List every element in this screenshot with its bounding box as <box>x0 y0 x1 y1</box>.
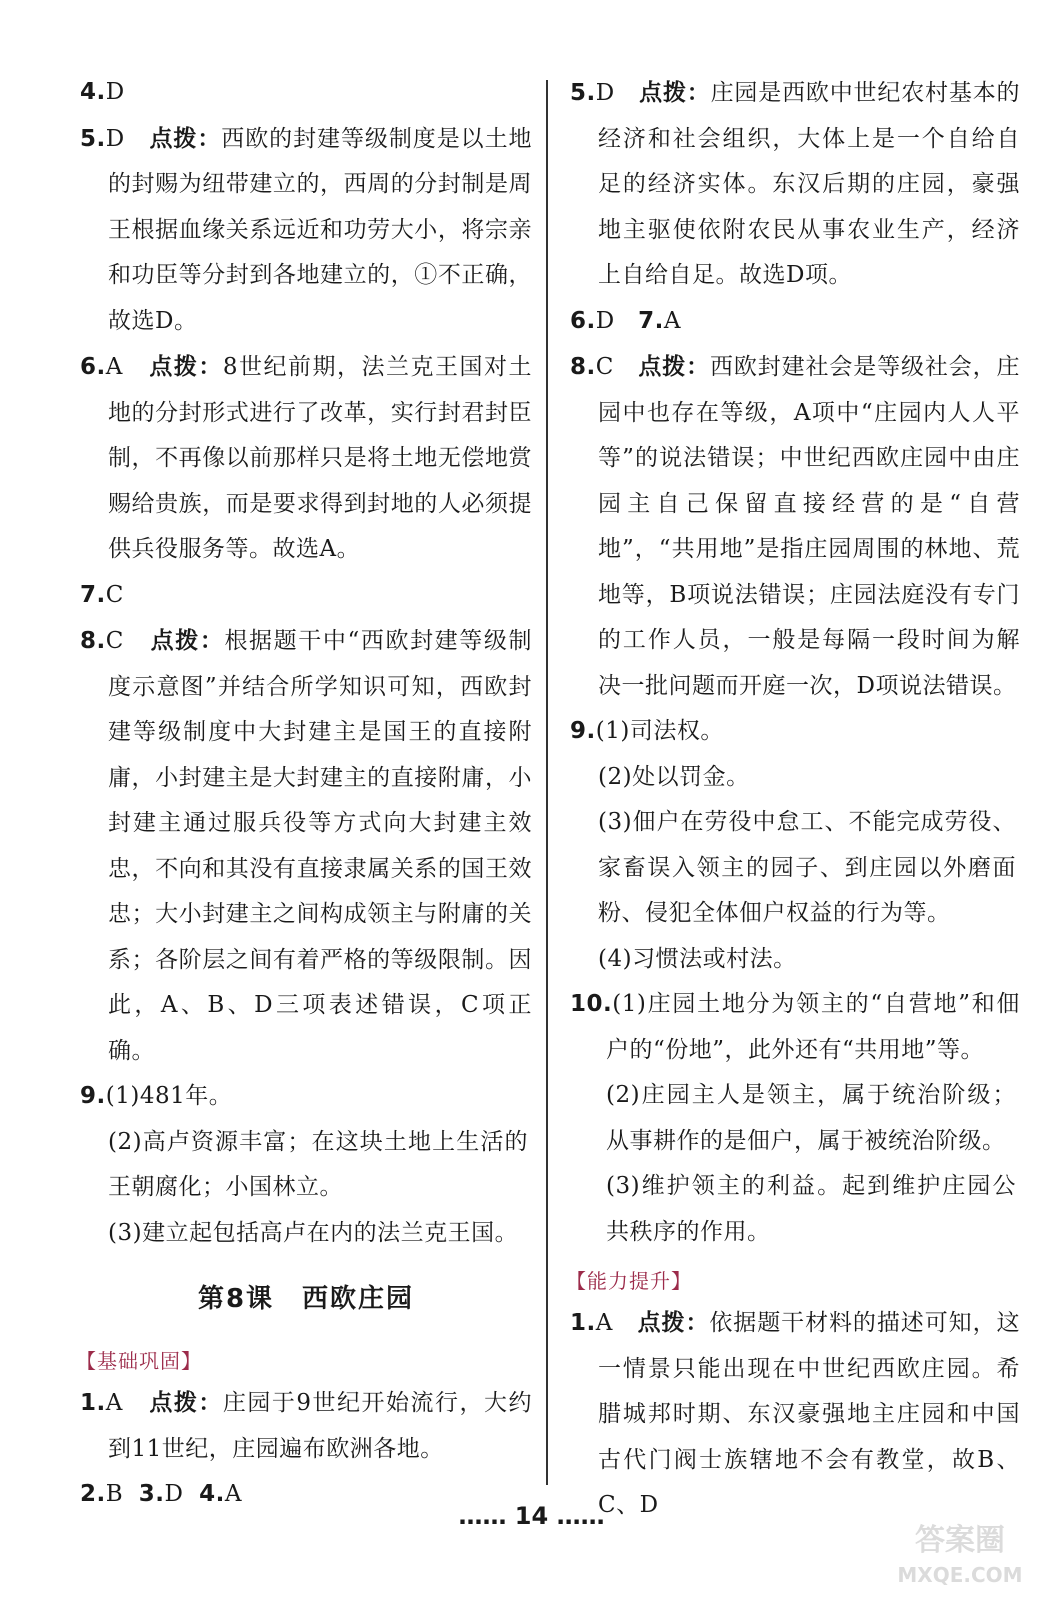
answer-item: 6.A 点拨：8世纪前期，法兰克王国对土地的分封形式进行了改革，实行封君封臣制，不再像以前那样只是将土地无偿地赏赐给贵族，而是要求得到封地的人必须提供兵役服务等。故选A。 <box>80 353 533 562</box>
sub-answer: (2)庄园主人是领主，属于统治阶级；从事耕作的是佃户，属于被统治阶级。 <box>606 1082 1016 1154</box>
page-number: …… 14 …… <box>458 1502 605 1530</box>
watermark-line2: MXQE.COM <box>897 1563 1023 1587</box>
answer-item: 8.C 点拨：西欧封建社会是等级社会，庄园中也存在等级，A项中“庄园内人人平等”的说法错误；中世纪西欧庄园中由庄园主自己保留直接经营的是“自营地”，“共用地”是指庄园周围的林地、荒地等，B项说法错误；庄园法庭没有专门的工作人员，一般是每隔一段时间为解决一批问题而开庭一次，D项说法错误。 <box>570 353 1021 699</box>
answer-item: 4.D <box>80 79 125 105</box>
answer-item: 5.D 点拨：西欧的封建等级制度是以土地的封赐为纽带建立的，西周的分封制是周王根据血缘关系远近和功劳大小，将宗亲和功臣等分封到各地建立的，①不正确，故选D。 <box>80 124 533 334</box>
right-column <box>566 70 1021 1529</box>
section-tag-basic: 【基础巩固】 <box>76 1349 202 1373</box>
sub-answer: (3)维护领主的利益。起到维护庄园公共秩序的作用。 <box>606 1173 1016 1245</box>
answer-item-9: 9.(1)481年。 <box>80 1083 233 1109</box>
answer-item-9: 9.(1)司法权。 <box>570 718 724 744</box>
answer-item: 8.C 点拨：根据题干中“西欧封建等级制度示意图”并结合所学知识可知，西欧封建等级制度中大封建主是国王的直接附庸，小封建主是大封建主的直接附庸，小封建主通过服兵役等方式向大封建主效忠，不向和其没有直接隶属关系的国王效忠；大小封建主之间构成领主与附庸的关系；各阶层之间有着严格的等级限制。因此，A、B、D三项表述错误，C项正确。 <box>80 627 533 1064</box>
answer-item: 2.B 3.D 4.A <box>80 1481 242 1507</box>
sub-answer: (2)处以罚金。 <box>598 763 750 790</box>
answer-item: 5.D 点拨：庄园是西欧中世纪农村基本的经济和社会组织，大体上是一个自给自足的经济实体。东汉后期的庄园，豪强地主驱使依附农民从事农业生产，经济上自给自足。故选D项。 <box>570 79 1021 288</box>
lesson-title: 第8课 西欧庄园 <box>197 1284 415 1314</box>
answer-item: 7.C <box>80 581 124 608</box>
column-divider <box>546 80 548 1485</box>
sub-answer: (2)高卢资源丰富；在这块土地上生活的王朝腐化；小国林立。 <box>108 1128 528 1200</box>
watermark-logo <box>885 1512 1035 1592</box>
answer-item-10: 10.(1)庄园土地分为领主的“自营地”和佃户的“份地”，此外还有“共用地”等。 <box>570 991 1020 1063</box>
sub-answer: (3)建立起包括高卢在内的法兰克王国。 <box>108 1219 519 1246</box>
left-column <box>76 70 533 1518</box>
watermark-line1: 答案圈 <box>915 1523 1005 1558</box>
sub-answer: (3)佃户在劳役中怠工、不能完成劳役、家畜误入领主的园子、到庄园以外磨面粉、侵犯全体佃户权益的行为等。 <box>598 809 1016 926</box>
sub-answer: (4)习惯法或村法。 <box>598 945 797 972</box>
answer-item: 1.A 点拨：庄园于9世纪开始流行，大约到11世纪，庄园遍布欧洲各地。 <box>80 1389 533 1462</box>
section-tag-ability: 【能力提升】 <box>566 1269 692 1293</box>
answer-item: 6.D 7.A <box>570 307 682 334</box>
answer-item: 1.A 点拨：依据题干材料的描述可知，这一情景只能出现在中世纪西欧庄园。希腊城邦时期、东汉豪强地主庄园和中国古代门阀士族辖地不会有教堂，故B、C、D <box>570 1309 1021 1518</box>
